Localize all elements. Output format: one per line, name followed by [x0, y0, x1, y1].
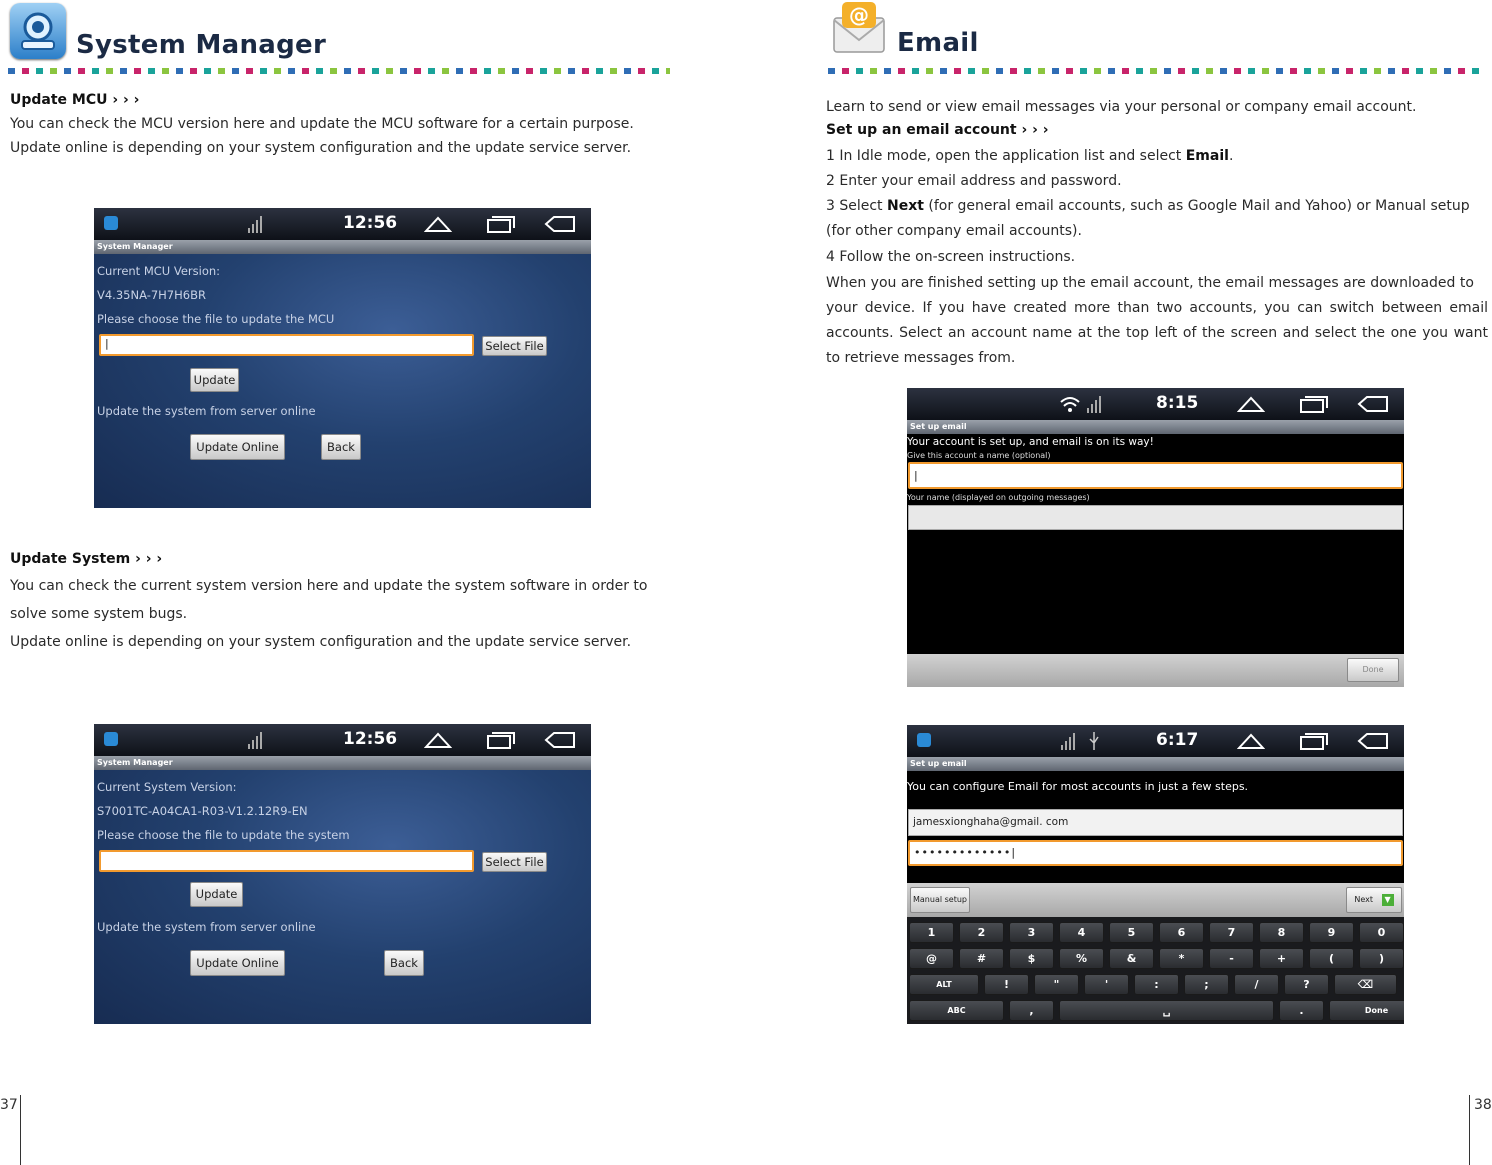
version-label: Current MCU Version:: [97, 264, 221, 278]
update-mcu-heading: Update MCU › › ›: [10, 92, 140, 108]
key[interactable]: (: [1309, 948, 1354, 969]
status-bar: [94, 724, 591, 756]
update-system-heading: Update System › › ›: [10, 551, 163, 567]
key[interactable]: 0: [1359, 922, 1404, 943]
home-icon[interactable]: [1237, 395, 1265, 417]
keyboard: [907, 917, 1404, 1024]
update-button[interactable]: Update: [190, 882, 243, 907]
recent-apps-icon[interactable]: [486, 731, 516, 753]
key[interactable]: 9: [1309, 922, 1354, 943]
select-file-button[interactable]: Select File: [482, 852, 547, 872]
back-icon[interactable]: [544, 731, 576, 753]
back-button[interactable]: Back: [384, 950, 424, 976]
page-title-system-manager: System Manager: [76, 30, 327, 60]
system-manager-app-icon: [10, 3, 66, 59]
key[interactable]: 4: [1059, 922, 1104, 943]
file-path-input[interactable]: |: [99, 334, 474, 356]
key[interactable]: ALT: [909, 974, 979, 995]
clock: 8:15: [1156, 393, 1199, 413]
key[interactable]: &: [1109, 948, 1154, 969]
status-bar: [907, 725, 1404, 757]
key[interactable]: -: [1209, 948, 1254, 969]
screenshot-update-mcu: [94, 208, 591, 508]
key[interactable]: ;: [1184, 974, 1229, 995]
account-name-input[interactable]: |: [908, 462, 1403, 489]
key[interactable]: ABC: [909, 1000, 1004, 1021]
finished-para-line-2: your device. If you have created more than two accounts, you can switch between email: [826, 300, 1488, 316]
your-name-input[interactable]: [908, 505, 1403, 530]
recent-apps-icon[interactable]: [486, 215, 516, 237]
bottom-bar: [907, 654, 1404, 687]
decorative-dotted-divider: [8, 68, 670, 74]
finished-para-line-4: to retrieve messages from.: [826, 350, 1016, 366]
key[interactable]: ): [1359, 948, 1404, 969]
success-message: Your account is set up, and email is on its way!: [907, 436, 1154, 448]
choose-file-label: Please choose the file to update the system: [97, 828, 350, 842]
email-address-input[interactable]: jamesxionghaha@gmail. com: [908, 809, 1403, 836]
update-system-line-3: Update online is depending on your system configuration and the update service server.: [10, 634, 632, 650]
signal-icon: [246, 214, 264, 234]
key[interactable]: Done: [1329, 1000, 1404, 1021]
key[interactable]: .: [1279, 1000, 1324, 1021]
key[interactable]: ": [1034, 974, 1079, 995]
key[interactable]: ': [1084, 974, 1129, 995]
app-launcher-icon: [104, 216, 118, 230]
update-system-line-1: You can check the current system version here and update the system software in order to: [10, 578, 648, 594]
online-update-label: Update the system from server online: [97, 404, 316, 418]
step-2: 2 Enter your email address and password.: [826, 173, 1122, 189]
key[interactable]: 5: [1109, 922, 1154, 943]
recent-apps-icon[interactable]: [1299, 395, 1329, 417]
next-button[interactable]: [1346, 887, 1402, 913]
key[interactable]: +: [1259, 948, 1304, 969]
key[interactable]: 6: [1159, 922, 1204, 943]
screenshot-update-system: [94, 724, 591, 1024]
recent-apps-icon[interactable]: [1299, 732, 1329, 754]
next-label: Next: [1354, 895, 1374, 904]
page-number-right: 38: [1474, 1097, 1492, 1113]
email-app-icon: [832, 2, 886, 54]
signal-icon: [246, 730, 264, 750]
signal-icon: [1059, 731, 1077, 755]
online-update-label: Update the system from server online: [97, 920, 316, 934]
step-3: 3 Select Next (for general email accounts, such as Google Mail and Yahoo) or Manual setup: [826, 198, 1470, 214]
app-launcher-icon: [917, 733, 931, 747]
key[interactable]: 7: [1209, 922, 1254, 943]
screenshot-setup-email-keyboard: [907, 725, 1404, 1024]
key[interactable]: $: [1009, 948, 1054, 969]
page-number-left: 37: [0, 1097, 18, 1113]
app-launcher-icon: [104, 732, 118, 746]
clock: 12:56: [343, 729, 398, 749]
update-mcu-line-2: Update online is depending on your system configuration and the update service server.: [10, 140, 632, 156]
svg-text:@: @: [849, 3, 869, 27]
button-bar: [907, 883, 1404, 917]
key[interactable]: :: [1134, 974, 1179, 995]
key[interactable]: ?: [1284, 974, 1329, 995]
page-margin-line-left: [20, 1095, 21, 1165]
key[interactable]: 2: [959, 922, 1004, 943]
screenshot-account-set-up: [907, 388, 1404, 687]
update-online-button[interactable]: Update Online: [190, 434, 285, 460]
page-margin-line-right: [1469, 1095, 1470, 1165]
key[interactable]: /: [1234, 974, 1279, 995]
setup-email-heading: Set up an email account › › ›: [826, 122, 1049, 138]
key[interactable]: ␣: [1059, 1000, 1274, 1021]
home-icon[interactable]: [424, 215, 452, 237]
key[interactable]: 8: [1259, 922, 1304, 943]
back-button[interactable]: Back: [321, 434, 361, 460]
version-value: V4.35NA-7H7H6BR: [97, 288, 206, 302]
account-name-label: Give this account a name (optional): [907, 451, 1051, 460]
clock: 6:17: [1156, 730, 1199, 750]
email-intro: Learn to send or view email messages via your personal or company email account.: [826, 99, 1417, 115]
app-title-bar: System Manager: [94, 240, 591, 254]
password-input[interactable]: •••••••••••••|: [908, 840, 1403, 866]
home-icon[interactable]: [424, 731, 452, 753]
update-mcu-line-1: You can check the MCU version here and update the MCU software for a certain purpose.: [10, 116, 634, 132]
update-button[interactable]: Update: [190, 368, 239, 392]
select-file-button[interactable]: Select File: [482, 336, 547, 356]
status-bar: [94, 208, 591, 240]
back-icon[interactable]: [1357, 395, 1389, 417]
usb-icon: [1087, 731, 1101, 755]
clock: 12:56: [343, 213, 398, 233]
wifi-icon: [1059, 394, 1081, 418]
key[interactable]: !: [984, 974, 1029, 995]
your-name-label: Your name (displayed on outgoing messages): [907, 493, 1090, 502]
back-icon[interactable]: [544, 215, 576, 237]
key[interactable]: ,: [1009, 1000, 1054, 1021]
choose-file-label: Please choose the file to update the MCU: [97, 312, 335, 326]
finished-para-line-3: accounts. Select an account name at the top left of the screen and select the one you want: [826, 325, 1488, 341]
step-1: 1 In Idle mode, open the application list and select Email.: [826, 148, 1234, 164]
next-arrow-icon: ▼: [1382, 894, 1394, 906]
page-title-email: Email: [897, 28, 979, 58]
key[interactable]: *: [1159, 948, 1204, 969]
signal-icon: [1085, 394, 1103, 418]
app-title-bar: Set up email: [907, 420, 1404, 434]
version-value: S7001TC-A04CA1-R03-V1.2.12R9-EN: [97, 804, 308, 818]
step-4: 4 Follow the on-screen instructions.: [826, 249, 1076, 265]
key[interactable]: %: [1059, 948, 1104, 969]
manual-setup-button[interactable]: Manual setup: [910, 887, 970, 913]
app-title-bar: Set up email: [907, 757, 1404, 771]
update-online-button[interactable]: Update Online: [190, 950, 285, 976]
version-label: Current System Version:: [97, 780, 237, 794]
decorative-dotted-divider: [828, 68, 1486, 74]
key[interactable]: 3: [1009, 922, 1054, 943]
done-button[interactable]: Done: [1347, 658, 1399, 682]
back-icon[interactable]: [1357, 732, 1389, 754]
configure-message: You can configure Email for most accounts in just a few steps.: [907, 780, 1249, 793]
key[interactable]: #: [959, 948, 1004, 969]
file-path-input[interactable]: [99, 850, 474, 872]
home-icon[interactable]: [1237, 732, 1265, 754]
key[interactable]: 1: [909, 922, 954, 943]
app-title-bar: System Manager: [94, 756, 591, 770]
step-3-continued: (for other company email accounts).: [826, 223, 1082, 239]
finished-para-line-1: When you are finished setting up the email account, the email messages are downloaded to: [826, 275, 1474, 291]
update-system-line-2: solve some system bugs.: [10, 606, 188, 622]
key[interactable]: ⌫: [1334, 974, 1397, 995]
key[interactable]: @: [909, 948, 954, 969]
status-bar: [907, 388, 1404, 420]
